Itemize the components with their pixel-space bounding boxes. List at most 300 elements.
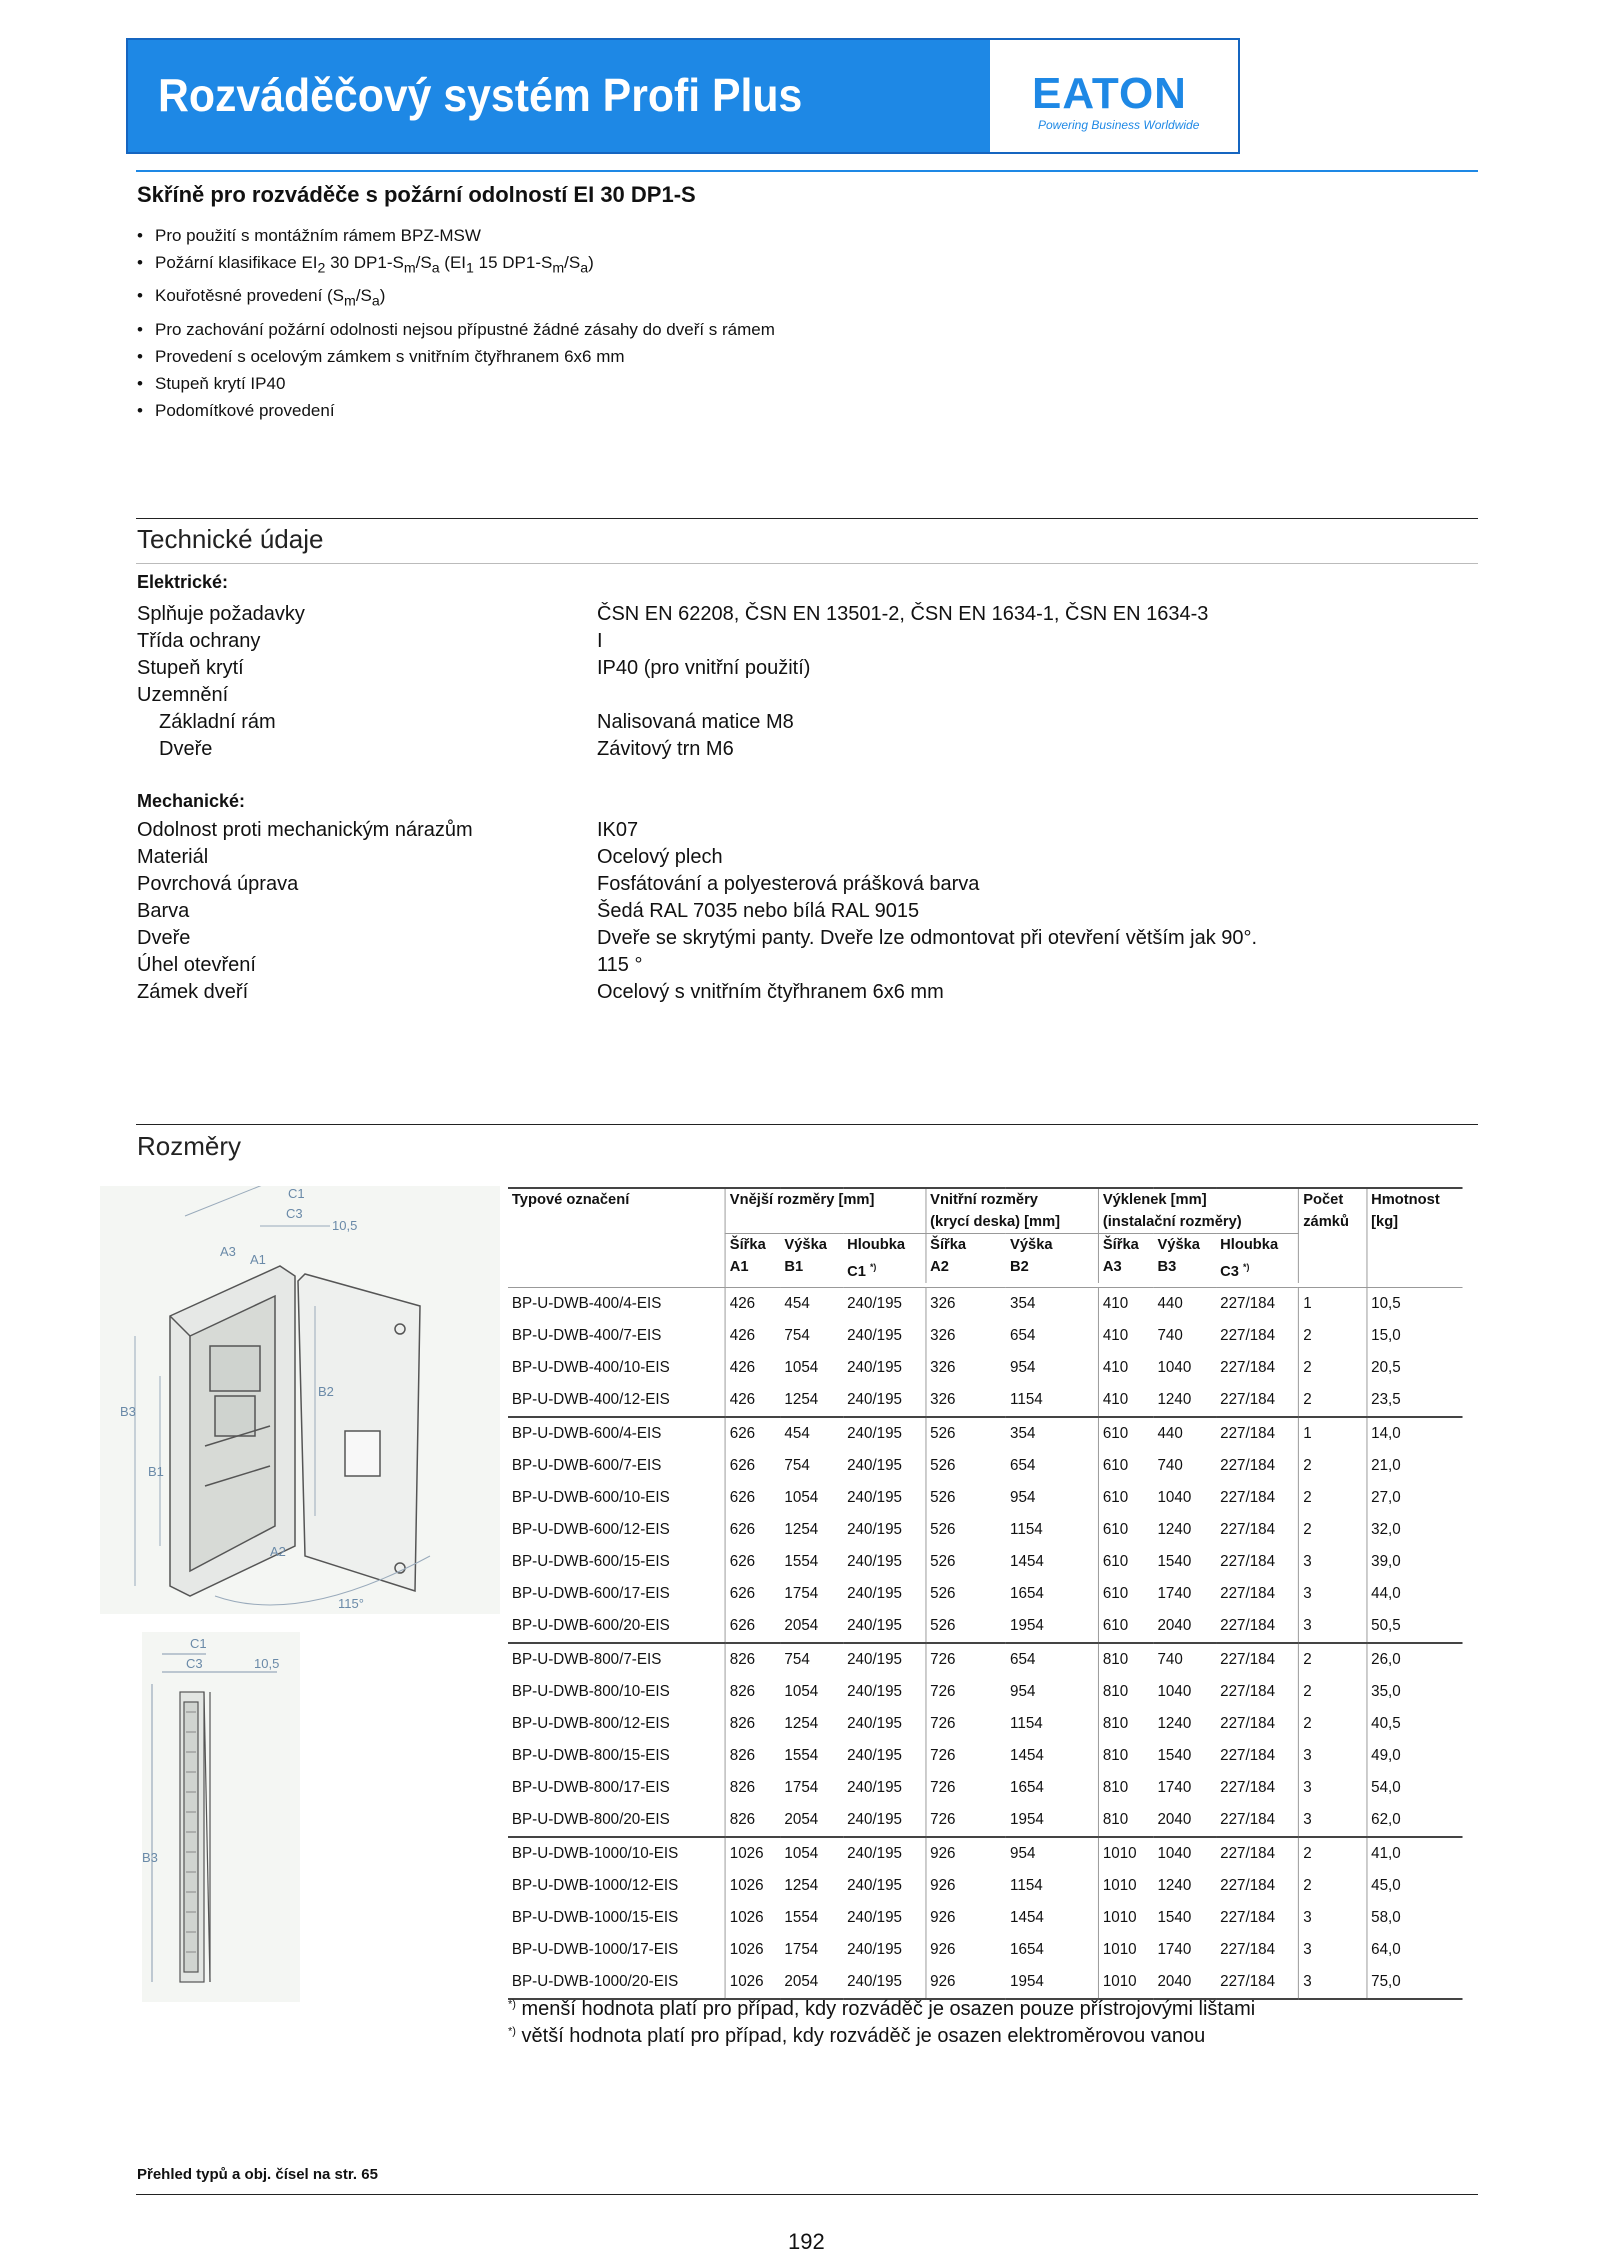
- table-cell: 726: [930, 1683, 956, 1700]
- table-cell: 454: [784, 1425, 810, 1442]
- table-cell: 54,0: [1371, 1779, 1401, 1796]
- table-cell: 2040: [1154, 1804, 1217, 1837]
- table-cell: 440: [1157, 1295, 1183, 1312]
- table-cell: 2: [1299, 1482, 1367, 1514]
- table-cell: 1654: [1006, 1934, 1098, 1966]
- table-cell: 41,0: [1371, 1845, 1401, 1862]
- table-cell: 2040: [1154, 1966, 1217, 1999]
- dim-label-gap: 10,5: [254, 1656, 280, 1671]
- table-cell: 426: [729, 1295, 756, 1312]
- table-cell: 610: [1098, 1610, 1153, 1643]
- table-cell: 926: [930, 1909, 956, 1926]
- col-header-niche: Výklenek [mm] (instalační rozměry): [1098, 1188, 1298, 1234]
- table-cell: 227/184: [1216, 1837, 1299, 1870]
- table-cell: BP-U-DWB-600/10-EIS: [508, 1482, 725, 1514]
- spec-value: Ocelový plech: [597, 846, 723, 868]
- table-cell: 75,0: [1367, 1966, 1463, 1999]
- table-cell: 610: [1102, 1457, 1129, 1474]
- table-row: [508, 1643, 1463, 1676]
- header-bar: [126, 38, 1240, 154]
- table-cell: 227/184: [1216, 1740, 1299, 1772]
- table-cell: 526: [930, 1585, 956, 1602]
- electrical-heading: Elektrické:: [137, 572, 229, 592]
- table-cell: 240/195: [843, 1902, 926, 1934]
- spec-label: Dveře: [137, 927, 191, 949]
- spec-value: Šedá RAL 7035 nebo bílá RAL 9015: [597, 900, 920, 922]
- col-header-type: Typové označení: [508, 1188, 725, 1288]
- table-cell: 1540: [1157, 1909, 1192, 1926]
- table-row: [508, 1352, 1463, 1384]
- table-row: [508, 1417, 1463, 1450]
- table-cell: 740: [1157, 1651, 1183, 1668]
- table-cell: 1: [1299, 1288, 1367, 1321]
- subheader: Výška B1: [784, 1236, 827, 1275]
- table-cell: 726: [926, 1804, 1006, 1837]
- spec-label: Stupeň krytí: [137, 657, 244, 679]
- table-cell: 227/184: [1216, 1902, 1299, 1934]
- table-cell: 1740: [1157, 1779, 1192, 1796]
- table-row: [508, 1740, 1463, 1772]
- table-cell: 1240: [1157, 1521, 1192, 1538]
- table-cell: BP-U-DWB-400/10-EIS: [508, 1352, 725, 1384]
- table-cell: 3: [1299, 1772, 1367, 1804]
- col-header-inner: Vnitřní rozměry (krycí deska) [mm]: [926, 1188, 1099, 1234]
- table-cell: 240/195: [843, 1934, 926, 1966]
- table-cell: 1254: [784, 1715, 819, 1732]
- table-cell: 654: [1006, 1450, 1098, 1482]
- table-cell: 2: [1299, 1320, 1367, 1352]
- table-cell: 240/195: [843, 1546, 926, 1578]
- table-cell: 1540: [1157, 1747, 1192, 1764]
- col-header-locks: Počet zámků: [1299, 1188, 1367, 1288]
- table-cell: 10,5: [1371, 1295, 1401, 1312]
- table-cell: 15,0: [1371, 1327, 1401, 1344]
- table-cell: 426: [725, 1384, 780, 1417]
- table-cell: 654: [1006, 1320, 1098, 1352]
- table-cell: 227/184: [1216, 1417, 1299, 1450]
- page-reference: Přehled typů a obj. čísel na str. 65: [137, 2166, 378, 2183]
- table-cell: 227/184: [1216, 1578, 1299, 1610]
- table-cell: 227/184: [1216, 1514, 1299, 1546]
- table-cell: 740: [1157, 1327, 1183, 1344]
- table-cell: 410: [1102, 1359, 1129, 1376]
- table-cell: 64,0: [1371, 1941, 1401, 1958]
- table-cell: 1240: [1154, 1384, 1217, 1417]
- table-cell: 227/184: [1216, 1966, 1299, 1999]
- table-row: [508, 1772, 1463, 1804]
- table-cell: 1754: [784, 1941, 819, 1958]
- table-cell: 1254: [784, 1521, 819, 1538]
- table-cell: 227/184: [1216, 1320, 1299, 1352]
- table-cell: 2: [1299, 1643, 1367, 1676]
- table-row: [508, 1482, 1463, 1514]
- table-cell: BP-U-DWB-400/4-EIS: [508, 1288, 725, 1321]
- table-cell: 2: [1299, 1708, 1367, 1740]
- table-cell: 240/195: [843, 1772, 926, 1804]
- table-cell: 1754: [784, 1779, 819, 1796]
- table-cell: 1040: [1157, 1489, 1192, 1506]
- table-cell: 454: [784, 1295, 810, 1312]
- table-cell: 240/195: [843, 1966, 926, 1999]
- table-cell: 726: [930, 1715, 956, 1732]
- table-cell: 240/195: [843, 1352, 926, 1384]
- col-header-outer: Vnější rozměry [mm]: [725, 1188, 925, 1234]
- table-cell: 240/195: [843, 1610, 926, 1643]
- table-cell: 526: [930, 1489, 956, 1506]
- table-row: [508, 1610, 1463, 1643]
- table-row: [508, 1708, 1463, 1740]
- table-cell: 626: [729, 1457, 756, 1474]
- table-cell: BP-U-DWB-1000/17-EIS: [508, 1934, 725, 1966]
- svg-text:EATON: EATON: [1032, 70, 1187, 116]
- table-cell: 426: [729, 1327, 756, 1344]
- table-cell: 826: [729, 1747, 756, 1764]
- table-cell: 240/195: [843, 1384, 926, 1417]
- table-cell: 23,5: [1367, 1384, 1463, 1417]
- logo-tagline: Powering Business Worldwide: [1038, 118, 1200, 132]
- subheader: Šířka A2: [930, 1236, 967, 1275]
- spec-value: Ocelový s vnitřním čtyřhranem 6x6 mm: [597, 981, 944, 1003]
- cabinet-section-drawing: [142, 1632, 300, 2002]
- table-cell: 610: [1102, 1489, 1129, 1506]
- table-cell: 954: [1006, 1482, 1098, 1514]
- table-cell: 227/184: [1216, 1482, 1299, 1514]
- table-row: [508, 1676, 1463, 1708]
- table-cell: 726: [930, 1651, 956, 1668]
- table-cell: 410: [1102, 1295, 1129, 1312]
- table-cell: 240/195: [843, 1870, 926, 1902]
- table-cell: 1154: [1006, 1514, 1098, 1546]
- table-cell: 810: [1102, 1683, 1129, 1700]
- table-cell: 410: [1102, 1327, 1129, 1344]
- table-cell: 3: [1299, 1610, 1367, 1643]
- table-cell: 1754: [784, 1585, 819, 1602]
- table-cell: BP-U-DWB-800/7-EIS: [508, 1643, 725, 1676]
- table-cell: 227/184: [1216, 1352, 1299, 1384]
- list-item: • Provedení s ocelovým zámkem s vnitřním čtyřhranem 6x6 mm: [137, 343, 775, 370]
- table-cell: 810: [1102, 1715, 1129, 1732]
- dim-label-c3: C3: [286, 1206, 303, 1221]
- subheader: Výška B3: [1157, 1236, 1200, 1275]
- table-cell: 1254: [781, 1384, 844, 1417]
- col-header-weight: Hmotnost [kg]: [1367, 1188, 1463, 1288]
- table-cell: 954: [1006, 1352, 1098, 1384]
- table-cell: BP-U-DWB-600/20-EIS: [508, 1610, 725, 1643]
- table-cell: BP-U-DWB-600/12-EIS: [508, 1514, 725, 1546]
- table-row: [508, 1902, 1463, 1934]
- table-cell: BP-U-DWB-800/12-EIS: [508, 1708, 725, 1740]
- table-cell: BP-U-DWB-1000/20-EIS: [508, 1966, 725, 1999]
- table-cell: 3: [1299, 1578, 1367, 1610]
- table-cell: 426: [729, 1359, 756, 1376]
- list-item: • Stupeň krytí IP40: [137, 370, 775, 397]
- dim-label-b1: B1: [148, 1464, 164, 1479]
- dim-label-gap: 10,5: [332, 1218, 358, 1233]
- list-item: • Kouřotěsné provedení $(S_m/S_a)$: [137, 282, 775, 315]
- table-cell: 354: [1006, 1288, 1098, 1321]
- table-cell: 526: [930, 1425, 956, 1442]
- table-cell: 227/184: [1216, 1610, 1299, 1643]
- table-cell: 227/184: [1216, 1450, 1299, 1482]
- table-cell: 826: [729, 1715, 756, 1732]
- dim-label-a3: A3: [220, 1244, 236, 1259]
- table-cell: 62,0: [1367, 1804, 1463, 1837]
- table-cell: 1540: [1157, 1553, 1192, 1570]
- table-cell: 1454: [1006, 1740, 1098, 1772]
- table-cell: 3: [1299, 1902, 1367, 1934]
- table-cell: 926: [930, 1877, 956, 1894]
- table-cell: 240/195: [843, 1320, 926, 1352]
- table-cell: 1954: [1006, 1966, 1098, 1999]
- table-cell: 1254: [784, 1877, 819, 1894]
- dim-label-angle: 115°: [338, 1596, 364, 1611]
- table-cell: 2054: [781, 1804, 844, 1837]
- table-cell: BP-U-DWB-1000/10-EIS: [508, 1837, 725, 1870]
- dim-label-b3: B3: [120, 1404, 136, 1419]
- table-cell: 2: [1299, 1352, 1367, 1384]
- spec-value: IP40 (pro vnitřní použití): [597, 657, 811, 679]
- table-cell: 27,0: [1371, 1489, 1401, 1506]
- table-cell: 50,5: [1367, 1610, 1463, 1643]
- subheader: Šířka A1: [729, 1236, 766, 1275]
- table-cell: 21,0: [1371, 1457, 1401, 1474]
- table-cell: BP-U-DWB-1000/12-EIS: [508, 1870, 725, 1902]
- table-cell: 626: [725, 1610, 780, 1643]
- dim-label-a2: A2: [270, 1544, 286, 1559]
- table-cell: 1010: [1102, 1941, 1137, 1958]
- table-cell: 1: [1299, 1417, 1367, 1450]
- spec-value: IK07: [597, 819, 639, 841]
- list-item: • Pro použití s montážním rámem BPZ-MSW: [137, 222, 775, 249]
- table-cell: 227/184: [1216, 1934, 1299, 1966]
- footnote: *) menší hodnota platí pro případ, kdy rozváděč je osazen pouze přístrojovými lištami: [508, 1998, 1256, 2020]
- table-cell: BP-U-DWB-600/15-EIS: [508, 1546, 725, 1578]
- table-cell: 1040: [1157, 1683, 1192, 1700]
- table-cell: 826: [729, 1683, 756, 1700]
- table-cell: 2: [1299, 1514, 1367, 1546]
- table-cell: 926: [930, 1941, 956, 1958]
- table-cell: 954: [1006, 1837, 1098, 1870]
- table-cell: 610: [1102, 1521, 1129, 1538]
- spec-label: Uzemnění: [137, 684, 229, 706]
- subheader: Hloubka C1 *): [843, 1234, 926, 1284]
- table-cell: 2: [1299, 1870, 1367, 1902]
- spec-label: Barva: [137, 900, 190, 922]
- table-cell: 39,0: [1371, 1553, 1401, 1570]
- subheader: Šířka A3: [1102, 1236, 1139, 1275]
- dim-label-a1: A1: [250, 1252, 266, 1267]
- table-row: [508, 1804, 1463, 1837]
- table-row: [508, 1837, 1463, 1870]
- table-cell: 1026: [725, 1966, 780, 1999]
- table-cell: 240/195: [843, 1740, 926, 1772]
- table-cell: 240/195: [843, 1708, 926, 1740]
- table-cell: 654: [1006, 1643, 1098, 1676]
- table-row: [508, 1546, 1463, 1578]
- table-cell: 826: [729, 1779, 756, 1796]
- table-row: [508, 1320, 1463, 1352]
- dim-label-b3: B3: [142, 1850, 158, 1865]
- table-cell: 227/184: [1216, 1384, 1299, 1417]
- table-cell: 240/195: [843, 1676, 926, 1708]
- list-item: • Podomítkové provedení: [137, 397, 775, 424]
- spec-value: 115 °: [597, 954, 643, 976]
- table-cell: 526: [930, 1521, 956, 1538]
- table-cell: 326: [930, 1359, 956, 1376]
- feature-list: [137, 222, 775, 424]
- table-cell: 826: [729, 1651, 756, 1668]
- dimensions-table-body: [508, 1288, 1463, 2000]
- table-cell: 2: [1299, 1450, 1367, 1482]
- table-cell: 240/195: [843, 1417, 926, 1450]
- spec-value: Fosfátování a polyesterová prášková barva: [597, 873, 980, 895]
- table-cell: 227/184: [1216, 1643, 1299, 1676]
- table-cell: BP-U-DWB-600/4-EIS: [508, 1417, 725, 1450]
- table-cell: 1010: [1102, 1845, 1137, 1862]
- table-cell: 810: [1098, 1804, 1153, 1837]
- table-cell: BP-U-DWB-600/7-EIS: [508, 1450, 725, 1482]
- table-cell: 610: [1102, 1425, 1129, 1442]
- table-cell: 626: [729, 1425, 756, 1442]
- tech-heading: Technické údaje: [137, 524, 324, 554]
- table-cell: 14,0: [1371, 1425, 1401, 1442]
- table-cell: 3: [1299, 1740, 1367, 1772]
- table-cell: 1154: [1006, 1384, 1098, 1417]
- table-cell: 227/184: [1216, 1804, 1299, 1837]
- table-cell: BP-U-DWB-800/17-EIS: [508, 1772, 725, 1804]
- table-cell: 58,0: [1371, 1909, 1401, 1926]
- dim-label-b2: B2: [318, 1384, 334, 1399]
- table-cell: 26,0: [1371, 1651, 1401, 1668]
- spec-value: Závitový trn M6: [597, 738, 734, 760]
- table-cell: 926: [926, 1966, 1006, 1999]
- table-cell: 2: [1299, 1676, 1367, 1708]
- eaton-logo-icon: [1032, 70, 1202, 116]
- table-cell: 3: [1299, 1934, 1367, 1966]
- mechanical-heading: Mechanické:: [137, 791, 246, 811]
- table-cell: 3: [1299, 1546, 1367, 1578]
- table-row: [508, 1450, 1463, 1482]
- table-cell: 610: [1102, 1553, 1129, 1570]
- table-cell: 240/195: [843, 1288, 926, 1321]
- dim-label-c1: C1: [288, 1186, 305, 1201]
- header-rule: [136, 170, 1478, 172]
- table-cell: 1010: [1102, 1909, 1137, 1926]
- table-cell: 1154: [1006, 1870, 1098, 1902]
- table-cell: 326: [930, 1327, 956, 1344]
- table-cell: 1654: [1006, 1578, 1098, 1610]
- dims-heading: Rozměry: [137, 1131, 242, 1161]
- table-cell: 740: [1157, 1457, 1183, 1474]
- table-cell: 926: [930, 1845, 956, 1862]
- table-cell: 3: [1299, 1804, 1367, 1837]
- table-cell: 227/184: [1216, 1288, 1299, 1321]
- spec-label: Splňuje požadavky: [137, 603, 305, 625]
- table-cell: 1154: [1006, 1708, 1098, 1740]
- table-cell: 240/195: [843, 1804, 926, 1837]
- table-cell: 1010: [1098, 1966, 1153, 1999]
- table-cell: 44,0: [1371, 1585, 1401, 1602]
- table-cell: BP-U-DWB-800/20-EIS: [508, 1804, 725, 1837]
- section-subtitle: Skříně pro rozváděče s požární odolností EI 30 DP1-S: [137, 182, 696, 207]
- table-cell: 240/195: [843, 1514, 926, 1546]
- spec-value: Dveře se skrytými panty. Dveře lze odmontovat při otevření větším jak 90°.: [597, 927, 1258, 949]
- table-cell: 526: [930, 1553, 956, 1570]
- footnote: *) větší hodnota platí pro případ, kdy rozváděč je osazen elektroměrovou vanou: [508, 2025, 1206, 2047]
- table-cell: BP-U-DWB-600/17-EIS: [508, 1578, 725, 1610]
- table-cell: 1026: [729, 1941, 764, 1958]
- table-cell: 1054: [784, 1359, 819, 1376]
- table-cell: 726: [930, 1779, 956, 1796]
- table-cell: 20,5: [1371, 1359, 1401, 1376]
- divider: [136, 1124, 1478, 1125]
- table-cell: 227/184: [1216, 1546, 1299, 1578]
- table-row: [508, 1966, 1463, 1999]
- table-cell: 227/184: [1216, 1772, 1299, 1804]
- table-row: [508, 1288, 1463, 1321]
- table-cell: 1240: [1157, 1877, 1192, 1894]
- table-cell: 326: [930, 1295, 956, 1312]
- table-cell: 1010: [1102, 1877, 1137, 1894]
- table-cell: 1026: [729, 1877, 764, 1894]
- table-cell: 3: [1299, 1966, 1367, 1999]
- table-cell: 626: [729, 1553, 756, 1570]
- table-cell: BP-U-DWB-1000/15-EIS: [508, 1902, 725, 1934]
- table-cell: 227/184: [1216, 1870, 1299, 1902]
- table-cell: 2054: [781, 1610, 844, 1643]
- table-cell: 227/184: [1216, 1708, 1299, 1740]
- table-cell: BP-U-DWB-400/7-EIS: [508, 1320, 725, 1352]
- subheader: Výška B2: [1006, 1234, 1098, 1284]
- table-cell: 32,0: [1371, 1521, 1401, 1538]
- spec-label: Zámek dveří: [137, 981, 249, 1003]
- table-cell: 826: [725, 1804, 780, 1837]
- table-cell: 1654: [1006, 1772, 1098, 1804]
- table-cell: 1554: [784, 1553, 819, 1570]
- table-cell: 1026: [729, 1909, 764, 1926]
- table-cell: 526: [926, 1610, 1006, 1643]
- table-cell: 1040: [1157, 1359, 1192, 1376]
- table-cell: 1554: [784, 1747, 819, 1764]
- spec-label: Třída ochrany: [137, 630, 261, 652]
- dimensions-table: [508, 1187, 1463, 2000]
- table-cell: 240/195: [843, 1482, 926, 1514]
- table-cell: 1026: [729, 1845, 764, 1862]
- table-cell: 2: [1299, 1837, 1367, 1870]
- table-cell: 1054: [784, 1845, 819, 1862]
- table-cell: 1740: [1157, 1941, 1192, 1958]
- table-cell: 1454: [1006, 1546, 1098, 1578]
- table-cell: 810: [1102, 1747, 1129, 1764]
- table-cell: 440: [1157, 1425, 1183, 1442]
- dim-label-c3: C3: [186, 1656, 203, 1671]
- spec-label: Dveře: [159, 738, 213, 760]
- table-cell: 1040: [1157, 1845, 1192, 1862]
- spec-value: Nalisovaná matice M8: [597, 711, 794, 733]
- table-cell: 726: [930, 1747, 956, 1764]
- table-row: [508, 1578, 1463, 1610]
- table-cell: 1054: [784, 1683, 819, 1700]
- table-cell: 610: [1102, 1585, 1129, 1602]
- cabinet-isometric-drawing: [100, 1186, 500, 1614]
- table-cell: 954: [1006, 1676, 1098, 1708]
- table-cell: 1054: [784, 1489, 819, 1506]
- table-cell: 240/195: [843, 1643, 926, 1676]
- spec-label: Odolnost proti mechanickým nárazům: [137, 819, 473, 841]
- spec-value: I: [597, 630, 603, 652]
- table-cell: 354: [1006, 1417, 1098, 1450]
- table-cell: BP-U-DWB-400/12-EIS: [508, 1384, 725, 1417]
